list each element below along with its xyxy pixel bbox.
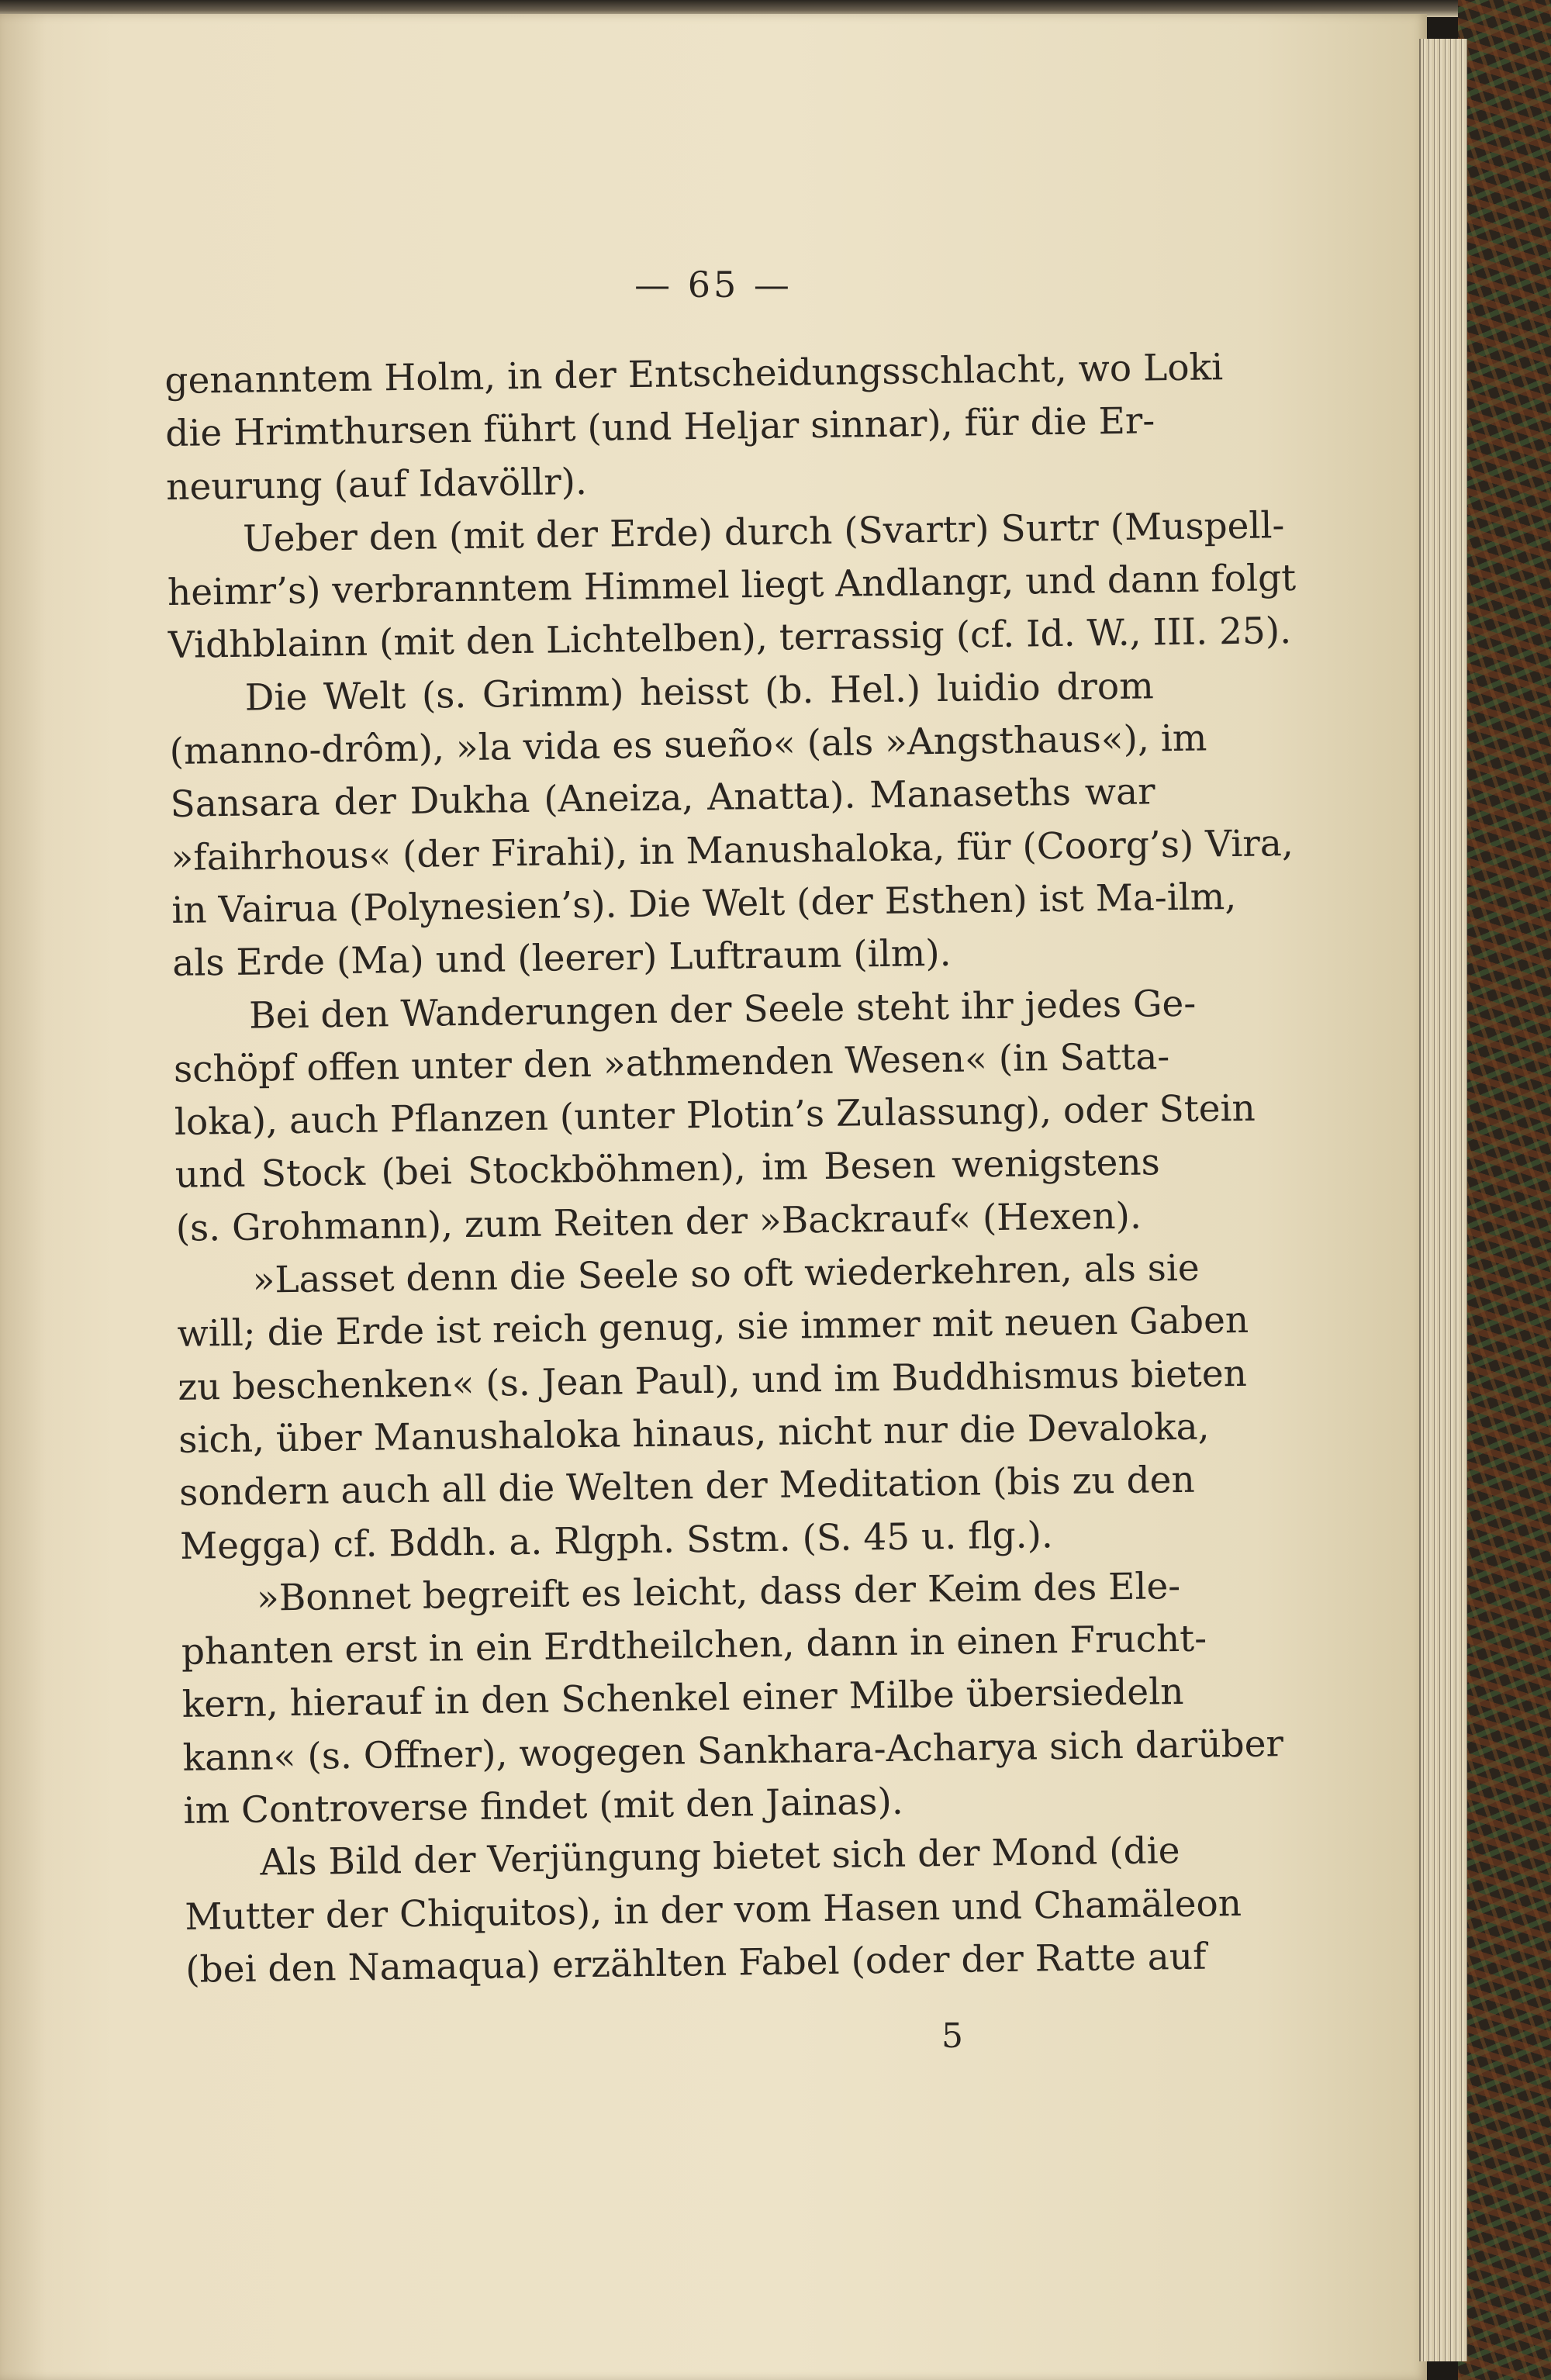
text-line: kern, hierauf in den Schenkel einer Milbe übersiedeln [181, 1670, 1184, 1727]
text-line: Vidhblainn (mit den Lichtelben), terrassig (cf. Id. W., III. 25). [168, 610, 1292, 668]
text-line: heimr’s) verbranntem Himmel liegt Andlangr, und dann folgt [167, 557, 1297, 615]
page-gutter-shadow [0, 14, 47, 2380]
text-line: zu beschenken« (s. Jean Paul), und im Buddhismus bieten [178, 1352, 1248, 1409]
text-line: schöpf offen unter den »athmenden Wesen« (in Satta- [173, 1035, 1170, 1091]
text-line: im Controverse findet (mit den Jainas). [183, 1780, 904, 1832]
text-line: kann« (s. Offner), wogegen Sankhara-Acharya sich darüber [182, 1722, 1284, 1780]
text-line: Ueber den (mit der Erde) durch (Svartr) Surtr (Muspell- [242, 504, 1285, 561]
text-line: (bei den Namaqua) erzählten Fabel (oder der Ratte auf [185, 1935, 1207, 1991]
text-line: Bei den Wanderungen der Seele steht ihr jedes Ge- [248, 982, 1197, 1038]
page-number: — 65 — [634, 264, 793, 306]
text-line: Die Welt (s. Grimm) heisst (b. Hel.) luidio drom [244, 665, 1155, 720]
text-line: »Bonnet begreift es leicht, dass der Keim des Ele- [256, 1564, 1181, 1620]
text-line: genanntem Holm, in der Entscheidungsschlacht, wo Loki [164, 346, 1224, 402]
text-line: Sansara der Dukha (Aneiza, Anatta). Manaseths war [170, 770, 1155, 827]
text-line: Megga) cf. Bddh. a. Rlgph. Sstm. (S. 45 u. flg.). [179, 1513, 1054, 1568]
text-line: Als Bild der Verjüngung bietet sich der Mond (die [260, 1829, 1180, 1884]
text-line: will; die Erde ist reich genug, sie immer mit neuen Gaben [177, 1299, 1249, 1356]
text-line: in Vairua (Polynesien’s). Die Welt (der Esthen) ist Ma-ilm, [171, 875, 1237, 932]
text-line: (manno-drôm), »la vida es sueño« (als »Angsthaus«), im [169, 717, 1207, 774]
text-line: loka), auch Pflanzen (unter Plotin’s Zulassung), oder Stein [174, 1086, 1256, 1145]
signature-mark: 5 [941, 2016, 963, 2056]
text-line: die Hrimthursen führt (und Heljar sinnar), für die Er- [164, 399, 1155, 456]
text-line: sich, über Manushaloka hinaus, nicht nur die Devaloka, [178, 1405, 1210, 1462]
text-line: »Lasset denn die Seele so oft wiederkehren, als sie [252, 1246, 1200, 1302]
text-line: neurung (auf Idavöllr). [165, 460, 588, 509]
text-line: »faihrhous« (der Firahi), in Manushaloka, für (Coorg’s) Vira, [171, 821, 1294, 879]
text-line: sondern auch all die Welten der Meditation (bis zu den [178, 1458, 1196, 1515]
marbled-cover-edge [1458, 0, 1551, 2380]
text-line: Mutter der Chiquitos), in der vom Hasen und Chamäleon [185, 1881, 1242, 1939]
stacked-page-edges [1419, 39, 1467, 2361]
text-line: als Erde (Ma) und (leerer) Luftraum (ilm). [171, 932, 952, 986]
text-line: und Stock (bei Stockböhmen), im Besen wenigstens [174, 1141, 1161, 1197]
text-line: phanten erst in ein Erdtheilchen, dann in einen Frucht- [181, 1617, 1207, 1674]
body-text [164, 342, 1297, 1997]
text-line: (s. Grohmann), zum Reiten der »Backrauf« (Hexen). [175, 1194, 1142, 1250]
